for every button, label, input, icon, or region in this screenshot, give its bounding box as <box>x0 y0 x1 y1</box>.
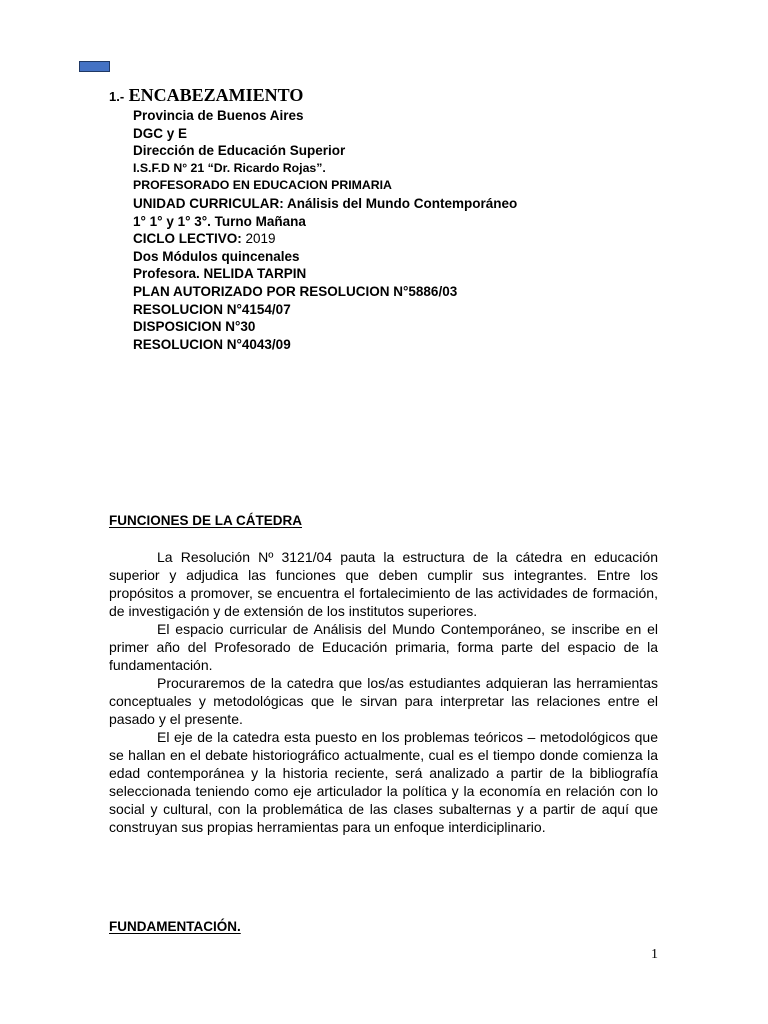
header-ciclo <box>133 230 517 248</box>
paragraph: El espacio curricular de Análisis del Mundo Contemporáneo, se inscribe en el primer año del Profesorado de Educación primaria, forma parte del espacio de la fundamentación. <box>109 621 658 673</box>
header-plan: PLAN AUTORIZADO POR RESOLUCION N°5886/03 <box>133 283 458 299</box>
fundamentacion-title: FUNDAMENTACIÓN. <box>109 919 241 934</box>
ciclo-label: CICLO LECTIVO: <box>133 231 242 247</box>
heading-number: 1.- <box>109 89 125 104</box>
funciones-body <box>109 548 658 836</box>
header-block <box>133 107 517 353</box>
header-profesorado: PROFESORADO EN EDUCACION PRIMARIA <box>133 178 392 193</box>
header-unidad: UNIDAD CURRICULAR: Análisis del Mundo Contemporáneo <box>133 195 518 211</box>
header-turno: 1° 1° y 1° 3°. Turno Mañana <box>133 213 306 229</box>
header-modulos: Dos Módulos quincenales <box>133 248 300 264</box>
header-dgc: DGC y E <box>133 125 188 141</box>
section-heading <box>109 85 303 106</box>
ciclo-value: 2019 <box>241 231 276 247</box>
paragraph: Procuraremos de la catedra que los/as estudiantes adquieran las herramientas conceptuales y metodológicas que le sirvan para interpretar las relaciones entre el pasado y el presente. <box>109 675 658 727</box>
header-disposicion: DISPOSICION N°30 <box>133 319 256 335</box>
paragraph: El eje de la catedra esta puesto en los problemas teóricos – metodológicos que se hallan en el debate historiográfico actualmente, cual es el tiempo donde comienza la edad contemporánea y la historia reciente, será analizado a partir de la bibliografía seleccionada teniendo como eje articulador la política y la economía en relación con lo social y cultural, con la problemática de las clases subalternas y a partir de aquí que construyan sus propias herramientas para un enfoque interdiciplinario. <box>109 729 658 835</box>
header-resolucion-1: RESOLUCION N°4154/07 <box>133 301 291 317</box>
paragraph: La Resolución Nº 3121/04 pauta la estructura de la cátedra en educación superior y adjudica las funciones que deben cumplir sus integrantes. Entre los propósitos a promover, se encuentra el fortalecimiento de las actividades de formación, de investigación y de extensión de los institutos superiores. <box>109 549 658 619</box>
blue-marker-icon <box>79 61 110 72</box>
header-province: Provincia de Buenos Aires <box>133 108 304 123</box>
header-direccion: Dirección de Educación Superior <box>133 143 346 159</box>
funciones-title: FUNCIONES DE LA CÁTEDRA <box>109 513 303 528</box>
heading-title: ENCABEZAMIENTO <box>128 85 304 105</box>
page-number: 1 <box>651 947 658 962</box>
header-profesora: Profesora. NELIDA TARPIN <box>133 266 307 282</box>
header-institute: I.S.F.D N° 21 “Dr. Ricardo Rojas”. <box>133 160 326 175</box>
header-resolucion-2: RESOLUCION N°4043/09 <box>133 336 291 352</box>
